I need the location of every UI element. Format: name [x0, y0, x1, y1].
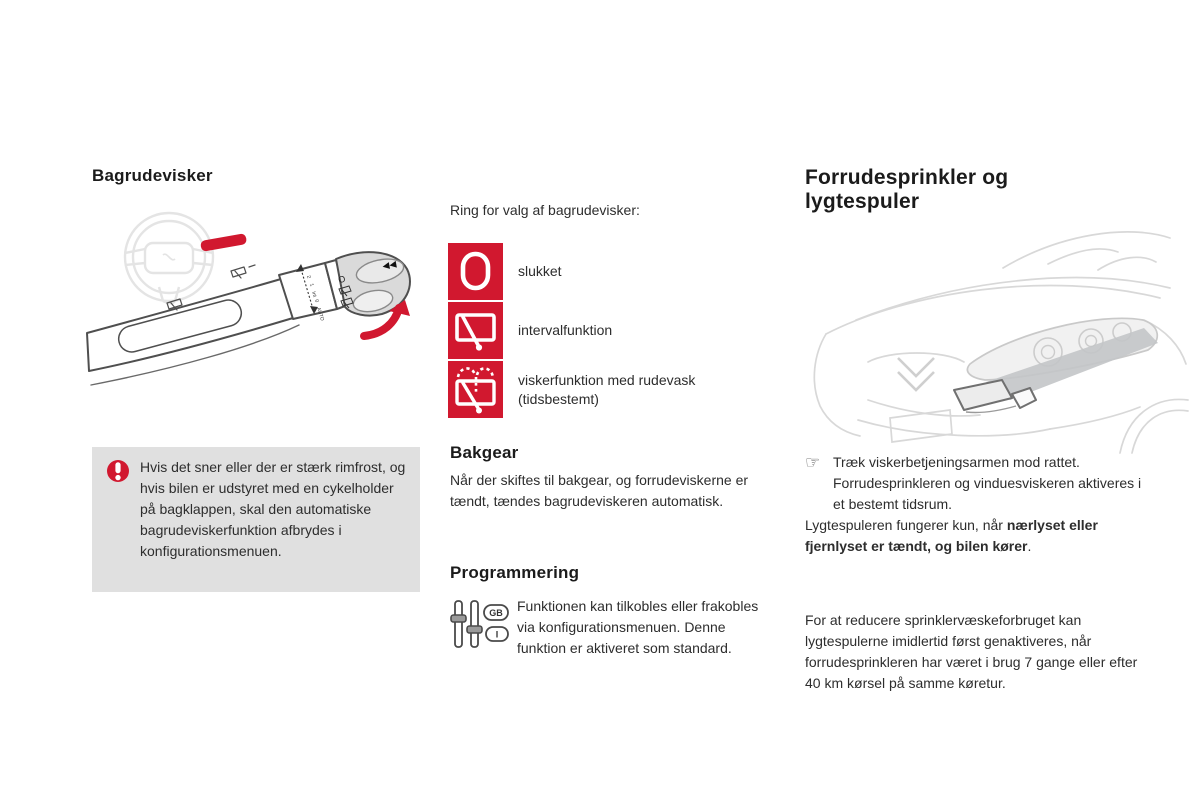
stalk-arrows-mark: ◀◀: [381, 258, 397, 271]
wiper-stalk-body: [87, 260, 348, 385]
pointing-hand-icon: ☞: [805, 453, 821, 472]
section-heading-programming: Programmering: [450, 563, 580, 582]
auto-wipe-icon: [231, 265, 255, 278]
citroen-chevrons-icon: [898, 358, 934, 390]
option-row-wash: [448, 361, 750, 418]
car-front-illustration: [798, 222, 1190, 454]
rear-wiper-wash-icon: [448, 361, 503, 418]
stalk-mark: 0: [313, 298, 320, 304]
rear-wiper-interval-icon: [448, 302, 503, 359]
washer-instruction-text: Træk viskerbetjeningsarmen mod rattet. Forrudesprinkleren og vinduesviskeren aktiveres i et bestemt tidsrum.: [833, 454, 1142, 512]
option-label: viskerfunktion med rudevask (tidsbestemt): [518, 371, 696, 407]
option-label: slukket: [518, 263, 562, 279]
stalk-mark: Int: [310, 290, 318, 298]
stalk-mark: 2: [305, 274, 312, 280]
stalk-mark: AUTO: [315, 306, 326, 322]
winter-warning-note: [92, 447, 420, 592]
steering-wheel-icon: [125, 213, 213, 303]
rear-wiper-options-list: [448, 243, 750, 418]
conditions-period: .: [1027, 538, 1032, 554]
section-heading-rear-wiper: Bagrudevisker: [92, 166, 213, 185]
section-heading-washer: Forrudesprinkler og lygtespuler: [805, 166, 1009, 214]
option-row-interval: [448, 302, 750, 359]
conditions-bold: nærlyset eller fjernlyset er tændt, og bilen kører: [805, 517, 1098, 554]
badge-gb: GB: [489, 608, 503, 618]
section-heading-reverse-gear: Bakgear: [450, 443, 519, 462]
washer-fluid-paragraph: For at reducere sprinklervæskeforbruget kan lygtespulerne imidlertid først genaktiveres, når forrudesprinkleren har været i brug 7 gange eller efter 40 km kørsel på samme køretur.: [805, 612, 1138, 691]
wiper-stalk-illustration: [83, 205, 423, 433]
stalk-off-mark: O: [337, 273, 347, 285]
warning-note-text: Hvis det sner eller der er stærk rimfrost, og hvis bilen er udstyret med en cykelholder på bagklappen, skal den automatiske bagrudeviskerfunktion afbrydes i konfigurationsmenuen.: [140, 459, 406, 559]
programming-text: Funktionen kan tilkobles eller frakobles via konfigurationsmenuen. Denne funktion er aktiveret som standard.: [517, 598, 759, 656]
rear-wiper-off-icon: [448, 243, 503, 300]
reverse-gear-text: Når der skiftes til bakgear, og forrudeviskerne er tændt, tændes bagrudeviskeren automatisk.: [450, 472, 749, 509]
option-row-off: [448, 243, 750, 300]
washer-conditions-text: [805, 515, 1143, 557]
option-label: intervalfunktion: [518, 322, 613, 338]
conditions-normal: Lygtespuleren fungerer kun, når: [805, 517, 1007, 533]
ring-selection-intro: Ring for valg af bagrudevisker:: [450, 202, 640, 218]
settings-sliders-icon: [448, 598, 510, 652]
badge-i: I: [495, 629, 499, 640]
stalk-mark: 1: [308, 282, 315, 288]
warning-exclamation-icon: [106, 459, 130, 483]
